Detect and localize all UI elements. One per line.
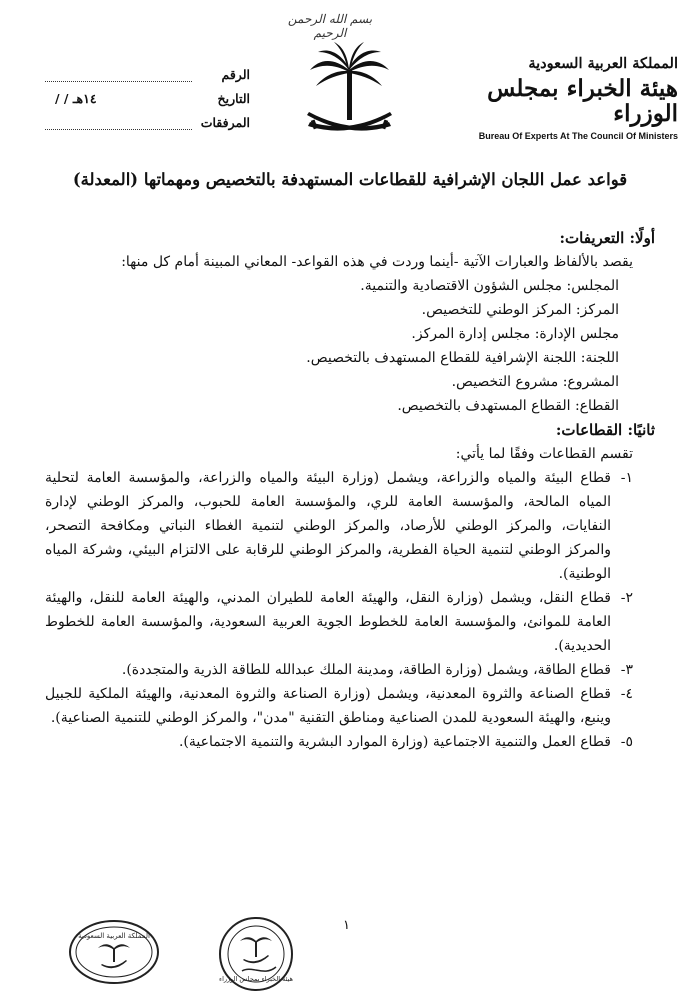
sector-number: ١- (620, 470, 633, 486)
attachments-row (45, 106, 250, 130)
definitions-intro: يقصد بالألفاظ والعبارات الآتية -أينما وردت في هذه القواعد- المعاني المبينة أمام كل منها: (121, 254, 633, 270)
sector-text: قطاع البيئة والمياه والزراعة، ويشمل (وزارة البيئة والمياه والزراعة، والمؤسسة العامة لتحلية المياه المالحة، والمؤسسة العامة للري، والمؤسسة العامة للحبوب، والمركز الوطني لإدارة النفايات، والمركز الوطني للأرصاد، والمركز الوطني لتنمية الغطاء النباتي ومكافحة التصحر، والمركز الوطني لتنمية الحياة الفطرية، والمركز الوطني للرقابة على الالتزام البيئي، وشركة المياه الوطنية). (45, 470, 611, 582)
country-name: المملكة العربية السعودية (528, 55, 678, 72)
basmala: بسم الله الرحمن الرحيم (287, 12, 373, 40)
sector-number: ٤- (620, 686, 633, 702)
sector-text: قطاع الطاقة، ويشمل (وزارة الطاقة، ومدينة الملك عبدالله للطاقة الذرية والمتجددة). (121, 662, 611, 678)
sector-number: ٣- (620, 662, 633, 678)
page-number: ١ (343, 918, 350, 933)
definition-item: المجلس: مجلس الشؤون الاقتصادية والتنمية. (360, 278, 619, 294)
definitions-heading: أولًا: التعريفات: (559, 229, 655, 247)
sector-item (45, 658, 633, 682)
definition-item: المركز: المركز الوطني للتخصيص. (421, 302, 619, 318)
organization-name-ar: هيئة الخبراء بمجلس الوزراء (487, 75, 678, 128)
ref-row (45, 58, 250, 82)
palm-swords-emblem-icon (302, 42, 397, 142)
definition-item: المشروع: مشروع التخصيص. (451, 374, 619, 390)
document-title: قواعد عمل اللجان الإشرافية للقطاعات المستهدفة بالتخصيص ومهماتها (المعدلة) (72, 170, 628, 189)
date-label: التاريخ (217, 91, 250, 106)
organization-name-en: Bureau Of Experts At The Council Of Ministers (478, 130, 678, 141)
definition-item: اللجنة: اللجنة الإشرافية للقطاع المستهدف بالتخصيص. (306, 350, 619, 366)
sectors-heading: ثانيًا: القطاعات: (555, 421, 655, 439)
definition-item: مجلس الإدارة: مجلس إدارة المركز. (411, 326, 619, 342)
sector-item (45, 586, 633, 658)
sector-item (45, 730, 633, 754)
stamp-left-text: المملكة العربية السعودية (78, 932, 150, 940)
date-row (45, 82, 250, 106)
official-stamp-left-icon (68, 918, 160, 986)
sector-item (45, 682, 633, 730)
sector-text: قطاع العمل والتنمية الاجتماعية (وزارة الموارد البشرية والتنمية الاجتماعية). (178, 734, 611, 750)
sector-text: قطاع الصناعة والثروة المعدنية، ويشمل (وزارة الصناعة والثروة المعدنية، والهيئة الملكية للجبيل وينبع، والهيئة السعودية للمدن الصناعية ومناطق التقنية "مدن"، والمركز الوطني للتنمية الصناعية). (45, 686, 611, 726)
sectors-intro: تقسم القطاعات وفقًا لما يأتي: (455, 446, 633, 462)
document-body (45, 226, 655, 754)
attachments-line (45, 115, 192, 130)
reference-block (45, 58, 250, 130)
date-value: / / ١٤هـ (55, 91, 97, 106)
ref-label: الرقم (221, 67, 250, 82)
definition-item: القطاع: القطاع المستهدف بالتخصيص. (397, 398, 619, 414)
sector-item (45, 466, 633, 586)
attachments-label: المرفقات (200, 115, 250, 130)
official-stamp-right-icon (212, 915, 300, 993)
sector-number: ٢- (620, 590, 633, 606)
sector-text: قطاع النقل، ويشمل (وزارة النقل، والهيئة العامة للطيران المدني، والهيئة العامة للنقل، والهيئة العامة للموانئ، والمؤسسة العامة للخطوط الجوية العربية السعودية، والمؤسسة العامة للخطوط الحديدية). (45, 590, 611, 654)
sector-number: ٥- (620, 734, 633, 750)
ref-line (45, 67, 192, 82)
stamp-right-text: هيئة الخبراء بمجلس الوزراء (219, 975, 293, 983)
organization-block (443, 55, 678, 141)
